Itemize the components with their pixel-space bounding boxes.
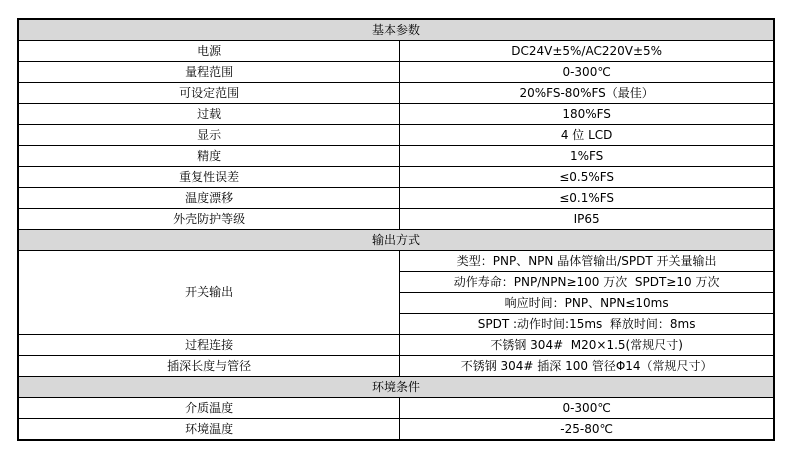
spec-value-medium-temp: 0-300℃ bbox=[400, 398, 774, 419]
spec-value-repeatability: ≤0.5%FS bbox=[400, 167, 774, 188]
section-title-env: 环境条件 bbox=[18, 377, 774, 398]
section-title-basic: 基本参数 bbox=[18, 19, 774, 41]
section-header-row bbox=[18, 19, 774, 41]
spec-label-switch-output: 开关输出 bbox=[18, 251, 400, 335]
spec-label-protection: 外壳防护等级 bbox=[18, 209, 400, 230]
table-row bbox=[18, 41, 774, 62]
table-row bbox=[18, 209, 774, 230]
spec-value-ambient-temp: -25-80℃ bbox=[400, 419, 774, 441]
spec-label-repeatability: 重复性误差 bbox=[18, 167, 400, 188]
spec-value-protection: IP65 bbox=[400, 209, 774, 230]
table-row bbox=[18, 188, 774, 209]
spec-value-settable: 20%FS-80%FS（最佳） bbox=[400, 83, 774, 104]
spec-label-temp-drift: 温度漂移 bbox=[18, 188, 400, 209]
table-row bbox=[18, 104, 774, 125]
spec-value-accuracy: 1%FS bbox=[400, 146, 774, 167]
table-row bbox=[18, 398, 774, 419]
table-row bbox=[18, 335, 774, 356]
spec-label-settable: 可设定范围 bbox=[18, 83, 400, 104]
spec-label-accuracy: 精度 bbox=[18, 146, 400, 167]
spec-value-range: 0-300℃ bbox=[400, 62, 774, 83]
spec-sheet bbox=[17, 18, 775, 441]
spec-label-range: 量程范围 bbox=[18, 62, 400, 83]
spec-value-overload: 180%FS bbox=[400, 104, 774, 125]
spec-value-insertion: 不锈钢 304# 插深 100 管径Φ14（常规尺寸） bbox=[400, 356, 774, 377]
section-header-row bbox=[18, 230, 774, 251]
spec-label-overload: 过载 bbox=[18, 104, 400, 125]
table-row bbox=[18, 62, 774, 83]
section-title-output: 输出方式 bbox=[18, 230, 774, 251]
table-row bbox=[18, 356, 774, 377]
spec-value-switch-life: 动作寿命：PNP/NPN≥100 万次 SPDT≥10 万次 bbox=[400, 272, 774, 293]
table-row bbox=[18, 167, 774, 188]
spec-label-ambient-temp: 环境温度 bbox=[18, 419, 400, 441]
table-row bbox=[18, 146, 774, 167]
spec-label-process: 过程连接 bbox=[18, 335, 400, 356]
spec-label-power: 电源 bbox=[18, 41, 400, 62]
spec-label-insertion: 插深长度与管径 bbox=[18, 356, 400, 377]
spec-value-power: DC24V±5%/AC220V±5% bbox=[400, 41, 774, 62]
table-row bbox=[18, 83, 774, 104]
table-row bbox=[18, 251, 774, 272]
spec-label-display: 显示 bbox=[18, 125, 400, 146]
spec-value-display: 4 位 LCD bbox=[400, 125, 774, 146]
spec-value-switch-spdt: SPDT :动作时间:15ms 释放时间：8ms bbox=[400, 314, 774, 335]
spec-label-medium-temp: 介质温度 bbox=[18, 398, 400, 419]
spec-value-switch-response: 响应时间：PNP、NPN≤10ms bbox=[400, 293, 774, 314]
table-row bbox=[18, 419, 774, 441]
spec-value-process: 不锈钢 304# M20×1.5(常规尺寸) bbox=[400, 335, 774, 356]
section-header-row bbox=[18, 377, 774, 398]
spec-value-switch-type: 类型：PNP、NPN 晶体管输出/SPDT 开关量输出 bbox=[400, 251, 774, 272]
table-row bbox=[18, 125, 774, 146]
spec-table bbox=[17, 18, 775, 441]
spec-value-temp-drift: ≤0.1%FS bbox=[400, 188, 774, 209]
